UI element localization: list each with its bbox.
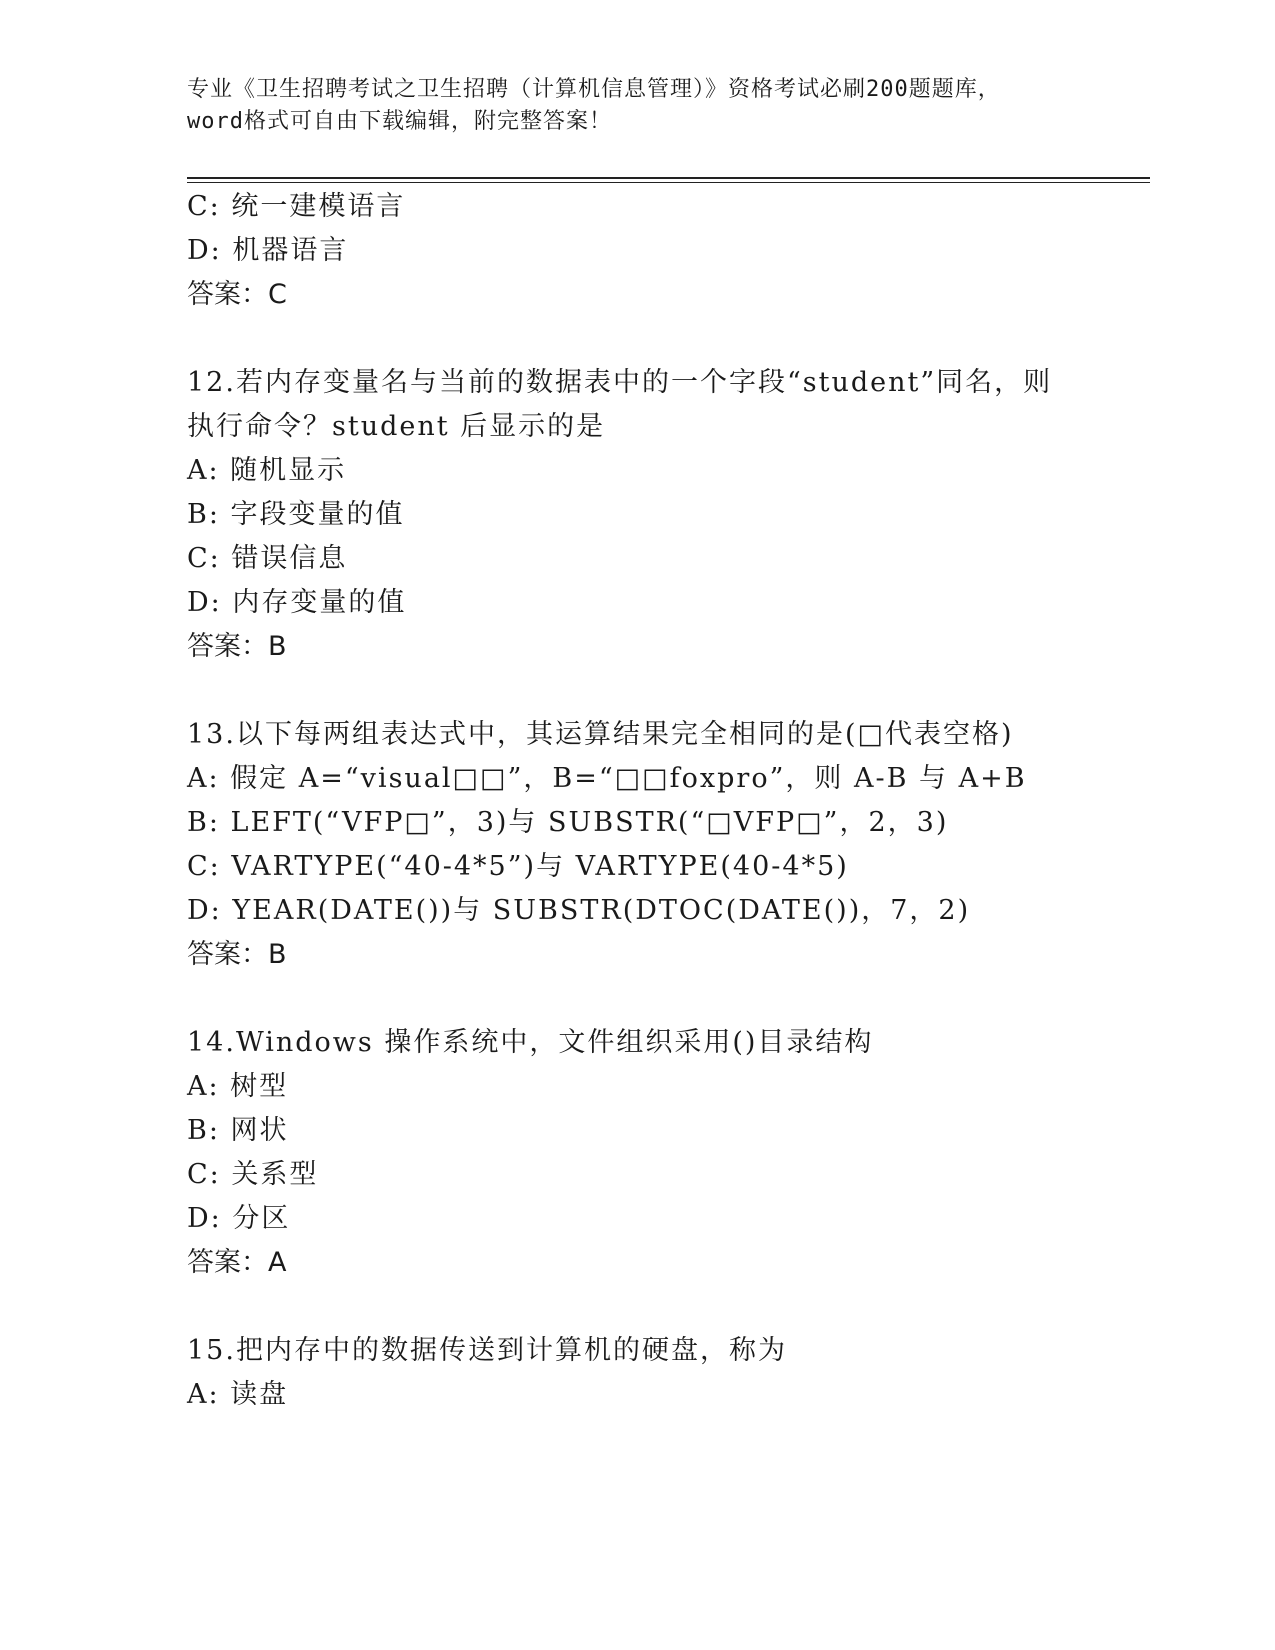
q14-option-c: C: 关系型 — [187, 1159, 319, 1190]
q13-option-a: A: 假定 A=“visual□□”，B=“□□foxpro”，则 A-B 与 A+B — [187, 763, 1027, 794]
q13-option-d: D: YEAR(DATE())与 SUBSTR(DTOC(DATE())，7，2) — [187, 895, 971, 926]
q14-answer: 答案：A — [187, 1247, 287, 1278]
q15-stem: 15.把内存中的数据传送到计算机的硬盘，称为 — [187, 1335, 787, 1366]
header-rule-thick — [187, 177, 1150, 179]
q12-option-a: A: 随机显示 — [187, 455, 347, 486]
q12-answer: 答案：B — [187, 631, 287, 662]
q12-option-d: D: 内存变量的值 — [187, 587, 407, 618]
prev-option-c: C: 统一建模语言 — [187, 191, 406, 222]
q14-option-a: A: 树型 — [187, 1071, 289, 1102]
document-header — [187, 74, 1087, 138]
prev-option-d: D: 机器语言 — [187, 235, 349, 266]
q14-option-d: D: 分区 — [187, 1203, 291, 1234]
q13-option-c: C: VARTYPE(“40-4*5”)与 VARTYPE(40-4*5) — [187, 851, 849, 882]
header-rule-thin — [187, 182, 1150, 183]
q14-option-b: B: 网状 — [187, 1115, 289, 1146]
q15-option-a: A: 读盘 — [187, 1379, 289, 1410]
header-line-2: word格式可自由下载编辑，附完整答案！ — [187, 109, 612, 134]
q14-stem: 14.Windows 操作系统中，文件组织采用()目录结构 — [187, 1027, 874, 1058]
prev-answer: 答案：C — [187, 279, 287, 310]
q12-stem-line-2: 执行命令？student 后显示的是 — [187, 411, 606, 442]
header-line-1: 专业《卫生招聘考试之卫生招聘（计算机信息管理）》资格考试必刷200题题库， — [187, 77, 1001, 102]
q12-option-c: C: 错误信息 — [187, 543, 348, 574]
q13-option-b: B: LEFT(“VFP□”，3)与 SUBSTR(“□VFP□”，2，3) — [187, 807, 949, 838]
q12-stem-line-1: 12.若内存变量名与当前的数据表中的一个字段“student”同名，则 — [187, 367, 1053, 398]
q13-answer: 答案：B — [187, 939, 287, 970]
q12-option-b: B: 字段变量的值 — [187, 499, 405, 530]
q13-stem: 13.以下每两组表达式中，其运算结果完全相同的是(□代表空格) — [187, 719, 1014, 750]
